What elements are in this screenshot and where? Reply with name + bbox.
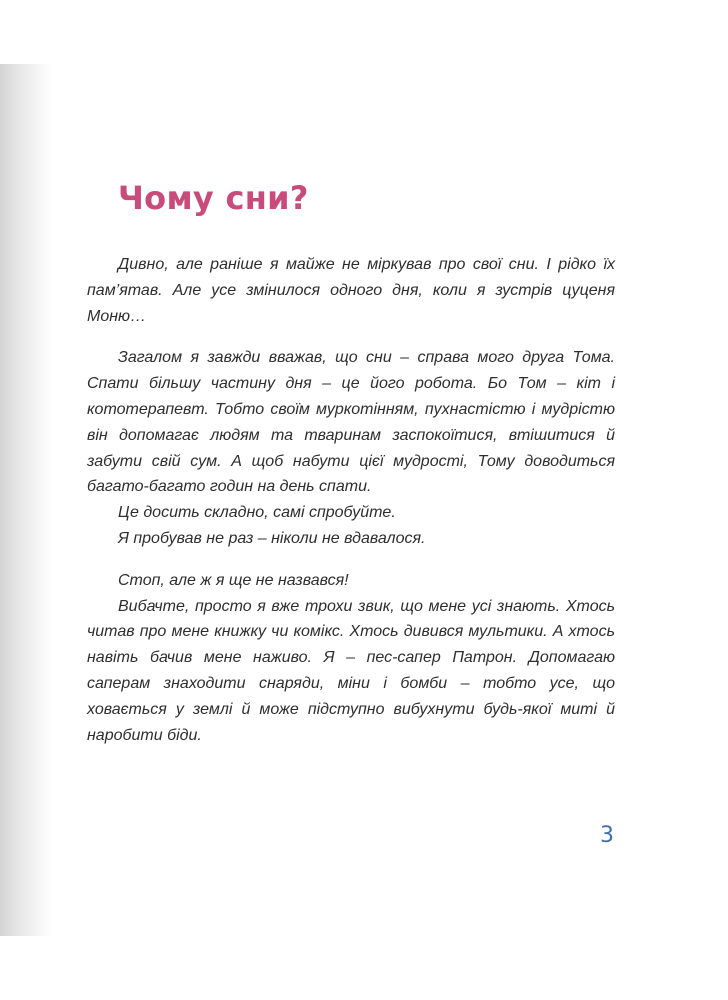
page-number: 3 bbox=[600, 823, 614, 848]
chapter-body bbox=[87, 252, 615, 748]
page-gutter-shadow bbox=[0, 64, 52, 936]
paragraph-6: Вибачте, просто я вже трохи звик, що мене усі знають. Хтось читав про мене книжку чи комікс. Хтось дивився мультики. А хтось навіть бачив мене наживо. Я – пес-сапер Патрон. Допомагаю саперам знаходити снаряди, міни і бомби – тобто усе, що ховається у землі й може підступно вибухнути будь-якої миті й наробити біди. bbox=[87, 597, 615, 744]
chapter-title: Чому сни? bbox=[118, 179, 309, 217]
paragraph-1: Дивно, але раніше я майже не міркував про свої сни. І рідко їх пам’ятав. Але усе змінилося одного дня, коли я зустрів цуценя Моню… bbox=[87, 256, 615, 325]
paragraph-3: Це досить складно, самі спробуйте. bbox=[118, 504, 396, 522]
paragraph-2: Загалом я завжди вважав, що сни – справа мого друга Тома. Спати більшу частину дня – це його робота. Бо Том – кіт і кототерапевт. Тобто своїм муркотінням, пухнастістю і мудрістю він допомагає людям та тваринам заспокоїтися, втішитися й забути свій сум. А щоб набути цієї мудрості, Тому доводиться багато-багато годин на день спати. bbox=[87, 349, 615, 496]
paragraph-5: Стоп, але ж я ще не назвався! bbox=[118, 571, 349, 589]
paragraph-4: Я пробував не раз – ніколи не вдавалося. bbox=[118, 529, 426, 547]
